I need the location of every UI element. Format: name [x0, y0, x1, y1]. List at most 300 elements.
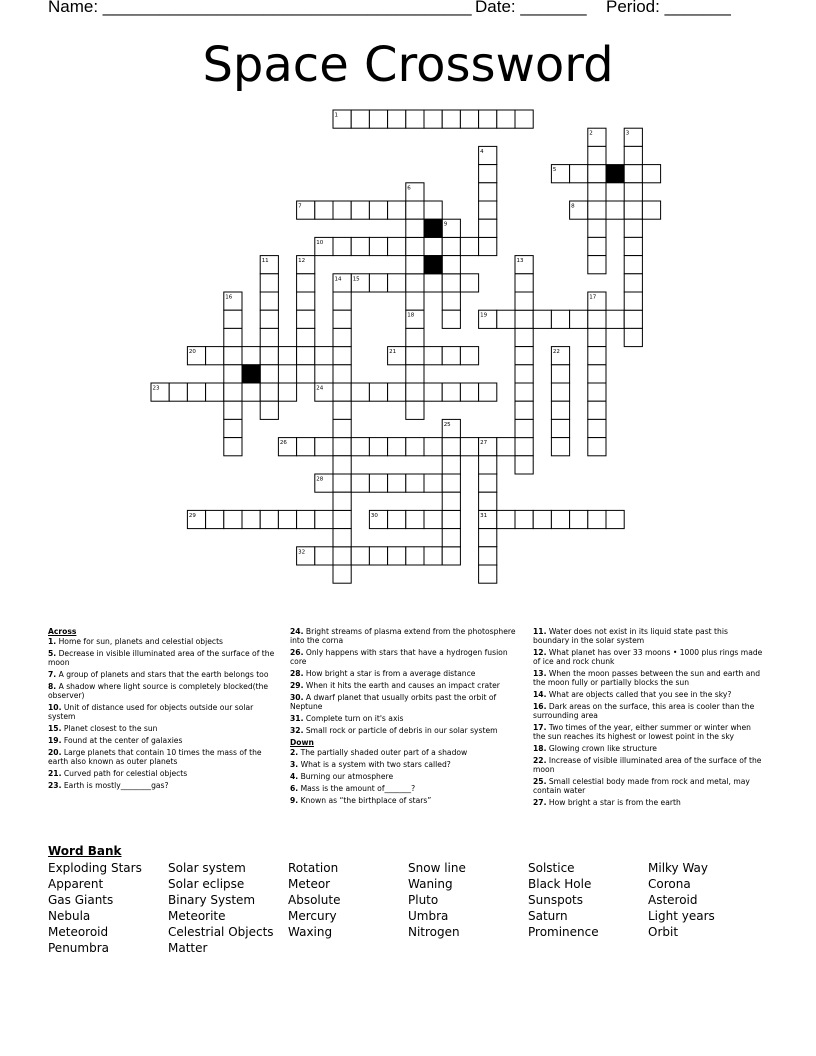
clue-item-number: 7.	[48, 670, 57, 679]
grid-cell[interactable]	[624, 165, 642, 183]
grid-cell[interactable]	[515, 328, 533, 346]
black-cell	[606, 165, 624, 183]
grid-cell[interactable]	[388, 237, 406, 255]
grid-cell[interactable]	[278, 347, 296, 365]
grid-cell[interactable]	[333, 565, 351, 583]
grid-cell[interactable]	[297, 347, 315, 365]
clue-item-number: 18.	[533, 744, 547, 753]
grid-cell[interactable]	[570, 510, 588, 528]
grid-cell[interactable]	[479, 529, 497, 547]
grid-cell[interactable]	[515, 310, 533, 328]
grid-cell[interactable]	[588, 438, 606, 456]
grid-cell[interactable]	[424, 510, 442, 528]
word-bank-word: Absolute	[288, 893, 341, 907]
grid-cell[interactable]	[551, 438, 569, 456]
grid-cell[interactable]	[333, 547, 351, 565]
grid-cell[interactable]	[224, 347, 242, 365]
grid-cell[interactable]	[624, 219, 642, 237]
clue-item-text: Complete turn on it's axis	[303, 714, 404, 723]
clue-item-text: A shadow where light source is completely blocked(the observer)	[48, 682, 269, 700]
clue-item-number: 28.	[290, 669, 304, 678]
grid-cell[interactable]	[442, 237, 460, 255]
clue-item-text: What are objects called that you see in the sky?	[546, 690, 732, 699]
clue-item-number: 21.	[48, 769, 62, 778]
clue-item	[48, 736, 276, 745]
clue-item-number: 25.	[533, 777, 547, 786]
grid-cell[interactable]	[297, 274, 315, 292]
grid-cell[interactable]	[424, 110, 442, 128]
grid-cell[interactable]	[260, 383, 278, 401]
grid-cell[interactable]	[460, 438, 478, 456]
grid-cell[interactable]	[351, 438, 369, 456]
grid-cell[interactable]	[533, 310, 551, 328]
grid-cell[interactable]	[224, 310, 242, 328]
grid-cell[interactable]	[442, 510, 460, 528]
word-bank-word: Prominence	[528, 925, 599, 939]
grid-cell[interactable]	[315, 438, 333, 456]
grid-cell[interactable]	[497, 438, 515, 456]
grid-cell[interactable]	[315, 547, 333, 565]
grid-cell[interactable]	[442, 110, 460, 128]
grid-cell[interactable]	[369, 237, 387, 255]
clue-item-text: What is a system with two stars called?	[298, 760, 451, 769]
date-field[interactable]: Date: _______	[475, 0, 587, 16]
grid-cell[interactable]	[460, 347, 478, 365]
clue-item-number: 27.	[533, 798, 547, 807]
grid-cell[interactable]	[206, 383, 224, 401]
grid-cell[interactable]	[588, 165, 606, 183]
grid-cell[interactable]	[479, 474, 497, 492]
clue-item-number: 13.	[533, 669, 547, 678]
clue-item-text: The partially shaded outer part of a shadow	[298, 748, 468, 757]
word-bank-title: Word Bank	[48, 844, 122, 858]
grid-cell[interactable]	[369, 438, 387, 456]
grid-cell[interactable]	[570, 310, 588, 328]
grid-cell[interactable]	[515, 383, 533, 401]
grid-cell[interactable]	[442, 383, 460, 401]
grid-cell[interactable]	[515, 274, 533, 292]
grid-cell[interactable]	[479, 201, 497, 219]
clue-item-text: Found at the center of galaxies	[61, 736, 183, 745]
grid-cell[interactable]	[260, 328, 278, 346]
clue-item-number: 30.	[290, 693, 304, 702]
clue-number: 12	[298, 258, 306, 265]
grid-cell[interactable]	[224, 401, 242, 419]
grid-cell[interactable]	[424, 474, 442, 492]
clue-number: 11	[261, 258, 269, 265]
grid-cell[interactable]	[588, 310, 606, 328]
grid-cell[interactable]	[624, 146, 642, 164]
grid-cell[interactable]	[588, 510, 606, 528]
clue-item	[48, 781, 276, 790]
grid-cell[interactable]	[606, 310, 624, 328]
grid-cell[interactable]	[206, 510, 224, 528]
word-bank-word: Waxing	[288, 925, 333, 939]
page-title: Space Crossword	[202, 37, 614, 93]
grid-cell[interactable]	[551, 383, 569, 401]
grid-cell[interactable]	[333, 365, 351, 383]
clue-item-text: What planet has over 33 moons • 1000 plus rings made of ice and rock chunk	[533, 648, 763, 666]
grid-cell[interactable]	[624, 256, 642, 274]
grid-cell[interactable]	[224, 510, 242, 528]
grid-cell[interactable]	[442, 547, 460, 565]
clue-number: 15	[352, 276, 360, 283]
grid-cell[interactable]	[315, 201, 333, 219]
word-bank-word: Saturn	[528, 909, 568, 923]
word-bank-word: Umbra	[408, 909, 449, 923]
grid-cell[interactable]	[588, 237, 606, 255]
grid-cell[interactable]	[297, 292, 315, 310]
grid-cell[interactable]	[260, 365, 278, 383]
grid-cell[interactable]	[406, 110, 424, 128]
grid-cell[interactable]	[406, 292, 424, 310]
word-bank-word: Black Hole	[528, 877, 592, 891]
grid-cell[interactable]	[406, 201, 424, 219]
clue-item	[48, 682, 276, 700]
grid-cell[interactable]	[406, 256, 424, 274]
grid-cell[interactable]	[260, 274, 278, 292]
clue-item	[48, 769, 276, 778]
clue-item-text: Small celestial body made from rock and metal, may contain water	[533, 777, 750, 795]
clue-item-number: 3.	[290, 760, 299, 769]
clue-number: 30	[370, 512, 378, 519]
grid-cell[interactable]	[333, 310, 351, 328]
grid-cell[interactable]	[551, 310, 569, 328]
grid-cell[interactable]	[224, 365, 242, 383]
grid-cell[interactable]	[388, 547, 406, 565]
word-bank-word: Sunspots	[528, 893, 583, 907]
clue-number: 10	[316, 239, 324, 246]
grid-cell[interactable]	[588, 183, 606, 201]
grid-cell[interactable]	[333, 510, 351, 528]
clue-item-number: 29.	[290, 681, 304, 690]
grid-cell[interactable]	[442, 310, 460, 328]
grid-cell[interactable]	[588, 347, 606, 365]
grid-cell[interactable]	[224, 328, 242, 346]
clue-item-text: Curved path for celestial objects	[61, 769, 188, 778]
grid-cell[interactable]	[333, 474, 351, 492]
grid-cell[interactable]	[442, 492, 460, 510]
grid-cell[interactable]	[624, 274, 642, 292]
grid-cell[interactable]	[406, 328, 424, 346]
black-cell	[424, 256, 442, 274]
word-bank-word: Meteorite	[168, 909, 226, 923]
clue-number: 9	[443, 221, 448, 228]
grid-cell[interactable]	[333, 401, 351, 419]
clue-item-text: Large planets that contain 10 times the mass of the earth also known as outer planets	[48, 748, 262, 766]
grid-cell[interactable]	[479, 237, 497, 255]
grid-cell[interactable]	[333, 419, 351, 437]
clue-number: 29	[188, 512, 196, 519]
clue-item	[290, 784, 522, 793]
across-heading: Across	[48, 627, 77, 636]
grid-cell[interactable]	[260, 401, 278, 419]
clue-number: 3	[625, 130, 630, 137]
clue-item	[533, 669, 765, 687]
grid-cell[interactable]	[424, 237, 442, 255]
grid-cell[interactable]	[460, 110, 478, 128]
black-cell	[242, 365, 260, 383]
grid-cell[interactable]	[369, 274, 387, 292]
grid-cell[interactable]	[406, 383, 424, 401]
clues-column-3	[533, 627, 765, 810]
word-bank-word: Gas Giants	[48, 893, 114, 907]
grid-cell[interactable]	[351, 237, 369, 255]
grid-cell[interactable]	[388, 274, 406, 292]
grid-cell[interactable]	[479, 165, 497, 183]
grid-cell[interactable]	[588, 256, 606, 274]
grid-cell[interactable]	[533, 510, 551, 528]
grid-cell[interactable]	[588, 328, 606, 346]
grid-cell[interactable]	[642, 165, 660, 183]
grid-cell[interactable]	[442, 274, 460, 292]
grid-cell[interactable]	[442, 347, 460, 365]
grid-cell[interactable]	[333, 328, 351, 346]
clue-item	[533, 798, 765, 807]
grid-cell[interactable]	[424, 547, 442, 565]
grid-cell[interactable]	[260, 310, 278, 328]
grid-cell[interactable]	[351, 110, 369, 128]
grid-cell[interactable]	[479, 565, 497, 583]
grid-cell[interactable]	[551, 419, 569, 437]
grid-cell[interactable]	[333, 383, 351, 401]
grid-cell[interactable]	[515, 438, 533, 456]
grid-cell[interactable]	[333, 292, 351, 310]
grid-cell[interactable]	[224, 383, 242, 401]
grid-cell[interactable]	[351, 383, 369, 401]
grid-cell[interactable]	[479, 183, 497, 201]
grid-cell[interactable]	[169, 383, 187, 401]
grid-cell[interactable]	[460, 274, 478, 292]
grid-cell[interactable]	[551, 365, 569, 383]
grid-cell[interactable]	[479, 383, 497, 401]
word-bank-word: Exploding Stars	[48, 861, 142, 875]
clue-number: 1	[334, 112, 338, 119]
clue-item-text: Home for sun, planets and celestial objects	[56, 637, 224, 646]
grid-cell[interactable]	[333, 529, 351, 547]
word-bank-word: Celestrial Objects	[168, 925, 274, 939]
grid-cell[interactable]	[606, 201, 624, 219]
clue-number: 14	[334, 276, 342, 283]
grid-cell[interactable]	[388, 383, 406, 401]
clue-number: 25	[443, 421, 451, 428]
grid-cell[interactable]	[260, 292, 278, 310]
grid-cell[interactable]	[497, 510, 515, 528]
grid-cell[interactable]	[242, 347, 260, 365]
grid-cell[interactable]	[406, 219, 424, 237]
clue-item	[290, 669, 522, 678]
clue-number: 23	[152, 385, 160, 392]
word-bank-word: Asteroid	[648, 893, 698, 907]
clue-item	[290, 760, 522, 769]
grid-cell[interactable]	[460, 237, 478, 255]
grid-cell[interactable]	[278, 510, 296, 528]
clues-column-1	[48, 627, 276, 793]
grid-cell[interactable]	[515, 365, 533, 383]
grid-cell[interactable]	[624, 310, 642, 328]
clue-number: 8	[571, 203, 575, 210]
grid-cell[interactable]	[424, 383, 442, 401]
clue-item-text: Known as “the birthplace of stars”	[298, 796, 432, 805]
grid-cell[interactable]	[297, 310, 315, 328]
grid-cell[interactable]	[424, 438, 442, 456]
down-heading: Down	[290, 738, 314, 747]
grid-cell[interactable]	[369, 201, 387, 219]
grid-cell[interactable]	[497, 310, 515, 328]
grid-cell[interactable]	[442, 456, 460, 474]
clue-number: 22	[552, 349, 560, 356]
grid-cell[interactable]	[588, 365, 606, 383]
grid-cell[interactable]	[187, 383, 205, 401]
grid-cell[interactable]	[333, 201, 351, 219]
clue-item-number: 32.	[290, 726, 304, 735]
grid-cell[interactable]	[442, 292, 460, 310]
grid-cell[interactable]	[515, 292, 533, 310]
word-bank-word: Light years	[648, 909, 715, 923]
clue-item-text: Unit of distance used for objects outside our solar system	[48, 703, 254, 721]
grid-cell[interactable]	[388, 110, 406, 128]
grid-cell[interactable]	[442, 438, 460, 456]
grid-cell[interactable]	[497, 110, 515, 128]
grid-cell[interactable]	[406, 510, 424, 528]
grid-cell[interactable]	[224, 438, 242, 456]
clue-item-text: How bright a star is from a average distance	[303, 669, 476, 678]
grid-cell[interactable]	[424, 347, 442, 365]
grid-cell[interactable]	[515, 456, 533, 474]
grid-cell[interactable]	[406, 438, 424, 456]
grid-cell[interactable]	[479, 219, 497, 237]
grid-cell[interactable]	[515, 347, 533, 365]
grid-cell[interactable]	[479, 456, 497, 474]
grid-cell[interactable]	[242, 510, 260, 528]
period-field[interactable]: Period: _______	[606, 0, 731, 16]
grid-cell[interactable]	[588, 401, 606, 419]
name-field[interactable]: Name: _______________________________________	[48, 0, 472, 16]
grid-cell[interactable]	[624, 292, 642, 310]
grid-cell[interactable]	[260, 510, 278, 528]
grid-cell[interactable]	[406, 401, 424, 419]
grid-cell[interactable]	[242, 383, 260, 401]
word-bank-word: Rotation	[288, 861, 339, 875]
grid-cell[interactable]	[588, 201, 606, 219]
clue-item	[48, 703, 276, 721]
grid-cell[interactable]	[479, 547, 497, 565]
word-bank-column	[648, 860, 768, 940]
grid-cell[interactable]	[424, 274, 442, 292]
grid-cell[interactable]	[333, 237, 351, 255]
grid-cell[interactable]	[551, 401, 569, 419]
grid-cell[interactable]	[260, 347, 278, 365]
grid-cell[interactable]	[551, 510, 569, 528]
grid-cell[interactable]	[351, 201, 369, 219]
grid-cell[interactable]	[406, 474, 424, 492]
clue-item	[533, 627, 765, 645]
grid-cell[interactable]	[406, 347, 424, 365]
grid-cell[interactable]	[351, 474, 369, 492]
grid-cell[interactable]	[406, 365, 424, 383]
grid-cell[interactable]	[515, 510, 533, 528]
grid-cell[interactable]	[278, 383, 296, 401]
clue-item-number: 11.	[533, 627, 547, 636]
grid-cell[interactable]	[442, 256, 460, 274]
grid-cell[interactable]	[624, 183, 642, 201]
grid-cell[interactable]	[351, 547, 369, 565]
grid-cell[interactable]	[460, 383, 478, 401]
word-bank-word: Solar eclipse	[168, 877, 245, 891]
grid-cell[interactable]	[406, 237, 424, 255]
grid-cell[interactable]	[588, 383, 606, 401]
grid-cell[interactable]	[515, 419, 533, 437]
grid-cell[interactable]	[297, 438, 315, 456]
grid-cell[interactable]	[588, 219, 606, 237]
clue-item	[533, 744, 765, 753]
grid-cell[interactable]	[442, 529, 460, 547]
grid-cell[interactable]	[442, 474, 460, 492]
clue-item-number: 15.	[48, 724, 62, 733]
grid-cell[interactable]	[297, 365, 315, 383]
clue-item-number: 5.	[48, 649, 57, 658]
clue-item-text: Burning our atmosphere	[298, 772, 394, 781]
clue-number: 21	[389, 349, 397, 356]
grid-cell[interactable]	[206, 347, 224, 365]
grid-cell[interactable]	[588, 419, 606, 437]
clue-item	[533, 648, 765, 666]
word-bank-column	[408, 860, 528, 940]
grid-cell[interactable]	[388, 201, 406, 219]
grid-cell[interactable]	[479, 110, 497, 128]
grid-cell[interactable]	[406, 274, 424, 292]
grid-cell[interactable]	[369, 474, 387, 492]
grid-cell[interactable]	[624, 237, 642, 255]
grid-cell[interactable]	[570, 165, 588, 183]
grid-cell[interactable]	[606, 510, 624, 528]
grid-cell[interactable]	[388, 438, 406, 456]
grid-cell[interactable]	[333, 492, 351, 510]
clue-number: 31	[480, 512, 488, 519]
clue-number: 27	[480, 440, 488, 447]
grid-cell[interactable]	[624, 328, 642, 346]
grid-cell[interactable]	[369, 547, 387, 565]
grid-cell[interactable]	[479, 492, 497, 510]
grid-cell[interactable]	[624, 201, 642, 219]
grid-cell[interactable]	[315, 510, 333, 528]
grid-cell[interactable]	[642, 201, 660, 219]
grid-cell[interactable]	[224, 419, 242, 437]
grid-cell[interactable]	[333, 438, 351, 456]
grid-cell[interactable]	[388, 474, 406, 492]
grid-cell[interactable]	[369, 110, 387, 128]
clue-item-number: 26.	[290, 648, 304, 657]
grid-cell[interactable]	[388, 510, 406, 528]
grid-cell[interactable]	[406, 547, 424, 565]
clue-item-number: 17.	[533, 723, 547, 732]
grid-cell[interactable]	[424, 201, 442, 219]
clue-item-number: 23.	[48, 781, 62, 790]
grid-cell[interactable]	[333, 456, 351, 474]
grid-cell[interactable]	[297, 328, 315, 346]
grid-cell[interactable]	[515, 110, 533, 128]
grid-cell[interactable]	[588, 146, 606, 164]
grid-cell[interactable]	[515, 401, 533, 419]
clue-item-text: When the moon passes between the sun and earth and the moon fully or partially blocks the sun	[533, 669, 761, 687]
grid-cell[interactable]	[333, 347, 351, 365]
clue-item	[290, 627, 522, 645]
grid-cell[interactable]	[315, 347, 333, 365]
grid-cell[interactable]	[369, 383, 387, 401]
clue-number: 26	[279, 440, 287, 447]
grid-cell[interactable]	[297, 510, 315, 528]
clue-item-number: 16.	[533, 702, 547, 711]
